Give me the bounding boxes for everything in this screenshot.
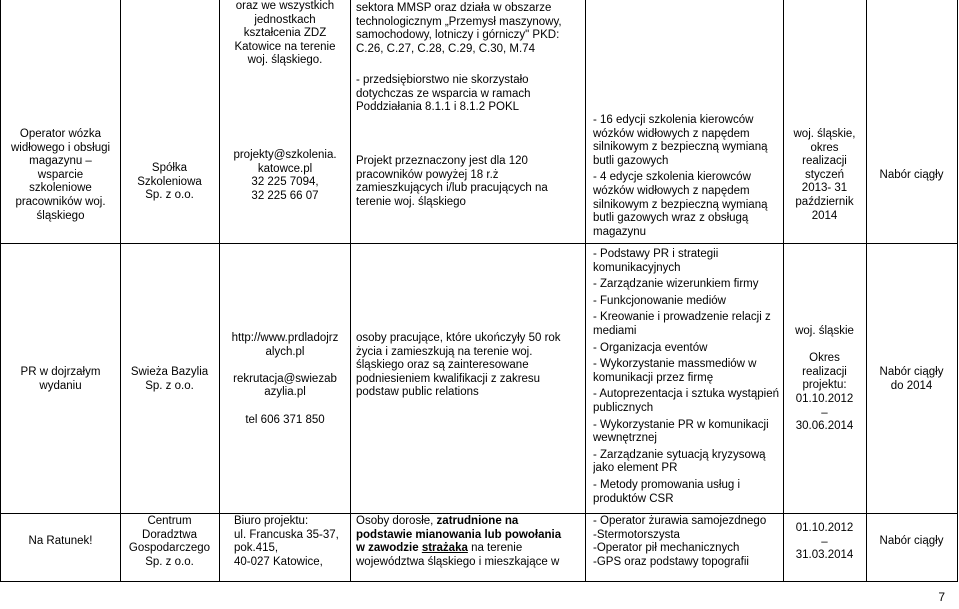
scope-line: - Wykorzystanie PR w komunikacji xyxy=(593,418,769,431)
contact-line: projekty@szkolenia. xyxy=(233,149,337,161)
period-line: 30.06.2014 xyxy=(795,420,854,433)
scope-line: -Operator pił mechanicznych xyxy=(593,542,740,555)
period-line: – xyxy=(821,406,828,419)
contact-cell xyxy=(221,149,349,203)
target-line: zamieszkujących i/lub pracujących na xyxy=(356,182,548,195)
organizer-line: Sp. z o.o. xyxy=(145,555,194,568)
scope-item xyxy=(593,278,783,292)
scope-line: silnikowym z bezpieczną wymianą xyxy=(593,198,768,211)
course-name-cell xyxy=(2,366,119,393)
scope-line: - Funkcjonowanie mediów xyxy=(593,294,726,307)
period-cell xyxy=(784,522,865,563)
contact-line: jednostkach xyxy=(254,13,316,26)
training-scope-cell xyxy=(593,248,783,509)
target-text-bold: zatrudnione na xyxy=(436,515,519,527)
scope-line: komunikacji przez firmę xyxy=(593,371,714,384)
scope-line: - Organizacja eventów xyxy=(593,341,708,354)
period-line: styczeń xyxy=(805,168,844,181)
course-name-line: magazynu – xyxy=(29,155,92,168)
period-line: realizacji xyxy=(802,155,847,168)
course-name-line: Operator wózka xyxy=(19,128,102,140)
scope-item xyxy=(593,342,783,356)
period-line: październik xyxy=(795,195,854,208)
target-line: śląskiego oraz są zainteresowane xyxy=(356,359,529,372)
target-line: Projekt przeznaczony jest dla 120 xyxy=(356,155,528,167)
organizer-line: Szkoleniowa xyxy=(137,175,202,188)
organizer-line: Gospodarczego xyxy=(128,542,211,555)
target-text-underlined: strażaka xyxy=(421,542,468,555)
scope-item xyxy=(593,388,783,415)
table-border xyxy=(120,0,121,582)
course-name-line: PR w dojrzałym xyxy=(20,366,101,378)
target-line: życia i zamieszkują na terenie woj. xyxy=(356,345,533,358)
scope-line: - 16 edycji szkolenia kierowców xyxy=(593,114,754,126)
recruitment-line: Nabór ciągły xyxy=(879,535,944,547)
scope-item xyxy=(593,171,783,239)
recruitment-cell xyxy=(867,535,956,549)
period-line: woj. śląskie xyxy=(795,325,854,337)
period-line: woj. śląskie, xyxy=(793,128,856,140)
target-text: Osoby dorosłe, xyxy=(356,515,437,527)
contact-line: alych.pl xyxy=(265,345,305,358)
recruitment-line: Nabór ciągły xyxy=(879,366,944,378)
scope-line: - 4 edycje szkolenia kierowców xyxy=(593,171,751,184)
scope-line: butli gazowych wraz z obsługą xyxy=(593,212,749,225)
scope-line: wewnętrznej xyxy=(593,432,657,445)
target-line: podstaw public relations xyxy=(356,386,479,399)
course-name-line: wydaniu xyxy=(39,379,82,392)
recruitment-line: Nabór ciągły xyxy=(879,169,944,181)
contact-line: Biuro projektu: xyxy=(234,515,309,527)
target-line: podniesieniem kwalifikacji z zakresu xyxy=(356,372,541,385)
target-line: sektora MMŚP oraz działa w obszarze xyxy=(356,2,552,14)
table-border xyxy=(957,0,958,582)
organizer-line: Sp. z o.o. xyxy=(145,189,194,202)
scope-item xyxy=(593,358,783,385)
period-line: 2014 xyxy=(811,209,838,222)
scope-item xyxy=(593,449,783,476)
target-line: terenie woj. śląskiego xyxy=(356,195,466,208)
scope-line: produktów CSR xyxy=(593,492,674,505)
scope-line: wózków widłowych z napędem xyxy=(593,184,750,197)
course-name-line: widłowego i obsługi xyxy=(10,141,111,154)
contact-cell xyxy=(221,0,349,68)
target-group-cell xyxy=(356,155,584,209)
target-line: technologicznym „Przemysł maszynowy, xyxy=(356,15,562,28)
table-border xyxy=(783,0,784,582)
organizer-cell xyxy=(121,366,218,393)
period-cell xyxy=(784,325,865,434)
scope-item xyxy=(593,311,783,338)
recruitment-line: do 2014 xyxy=(890,379,933,392)
period-line xyxy=(784,339,865,353)
scope-line: wózków widłowych z napędem xyxy=(593,127,750,140)
table-border xyxy=(0,0,1,582)
table-border xyxy=(0,513,958,514)
course-name-line: śląskiego xyxy=(36,209,85,222)
target-group-cell xyxy=(356,332,584,400)
target-group-cell xyxy=(356,515,584,569)
target-text: województwa śląskiego i mieszkające w xyxy=(356,555,560,568)
scope-line: - Operator żurawia samojezdnego xyxy=(593,515,767,527)
period-line: okres xyxy=(810,141,839,154)
contact-line xyxy=(221,359,349,373)
scope-line: jako element PR xyxy=(593,462,678,475)
contact-line: kształcenia ZDZ xyxy=(243,27,327,40)
contact-line: pok.415, xyxy=(234,542,279,555)
recruitment-cell xyxy=(867,169,956,183)
scope-line: mediami xyxy=(593,324,637,337)
contact-line: 32 225 66 07 xyxy=(251,189,319,202)
scope-item xyxy=(593,248,783,275)
course-name-cell xyxy=(2,128,119,223)
scope-line: magazynu xyxy=(593,225,647,238)
scope-item xyxy=(593,295,783,309)
contact-line xyxy=(221,400,349,414)
scope-item xyxy=(593,479,783,506)
table-border xyxy=(585,0,586,582)
organizer-line: Świeża Bazylia xyxy=(130,366,209,378)
period-cell xyxy=(784,128,865,223)
scope-line: komunikacyjnych xyxy=(593,261,681,274)
target-line: osoby pracujące, które ukończyły 50 rok xyxy=(356,332,561,344)
organizer-line: Spółka xyxy=(151,162,188,174)
target-line: Poddziałania 8.1.1 i 8.1.2 POKL xyxy=(356,101,520,114)
period-line: Okres xyxy=(809,352,840,365)
table-border xyxy=(219,0,220,582)
contact-line: Katowice na terenie xyxy=(234,40,336,53)
organizer-line: Doradztwa xyxy=(142,528,197,541)
contact-line: 40-027 Katowice, xyxy=(234,555,323,568)
organizer-line: Sp. z o.o. xyxy=(145,379,194,392)
contact-line: azylia.pl xyxy=(264,386,306,399)
period-line: – xyxy=(821,535,828,548)
target-group-cell xyxy=(356,74,584,115)
contact-line: oraz we wszystkich xyxy=(235,0,335,12)
scope-line: - Zarządzanie sytuacją kryzysową xyxy=(593,448,766,461)
contact-line: woj. śląskiego. xyxy=(247,54,323,67)
scope-line: - Kreowanie i prowadzenie relacji z xyxy=(593,311,771,324)
target-line: pracowników powyżej 18 r.ż xyxy=(356,168,499,181)
course-name-cell xyxy=(2,535,119,549)
period-line: 31.03.2014 xyxy=(795,549,854,562)
target-line: dotychczas ze wsparcia w ramach xyxy=(356,87,531,100)
contact-line: 32 225 7094, xyxy=(251,176,319,189)
contact-line: katowce.pl xyxy=(257,162,313,175)
course-name-line: pracowników woj. xyxy=(15,195,106,208)
target-line: - przedsiębiorstwo nie skorzystało xyxy=(356,74,529,86)
period-line: 2013- 31 xyxy=(801,182,848,195)
contact-cell xyxy=(234,515,349,569)
scope-line: publicznych xyxy=(593,401,654,414)
period-line: realizacji xyxy=(802,365,847,378)
page-number: 7 xyxy=(938,590,945,604)
target-text-bold: w zawodzie xyxy=(356,542,422,555)
period-line: 01.10.2012 xyxy=(795,392,854,405)
target-text: na terenie xyxy=(467,542,523,555)
contact-line: http://www.prdladojrz xyxy=(231,332,339,344)
scope-item xyxy=(593,114,783,168)
course-name-line: wsparcie xyxy=(37,168,84,181)
scope-item xyxy=(593,419,783,446)
table-border xyxy=(0,243,958,244)
period-line: projektu: xyxy=(802,379,847,392)
organizer-cell xyxy=(121,162,218,203)
scope-line: - Wykorzystanie massmediów w xyxy=(593,358,757,371)
training-scope-cell xyxy=(593,114,783,242)
table-border xyxy=(0,581,958,582)
scope-line: - Podstawy PR i strategii xyxy=(593,248,719,260)
scope-line: - Metody promowania usług i xyxy=(593,478,741,491)
period-line: 01.10.2012 xyxy=(795,522,854,534)
scope-line: -GPS oraz podstawy topografii xyxy=(593,555,749,568)
target-group-cell xyxy=(356,2,584,56)
course-name-line: szkoleniowe xyxy=(29,182,92,195)
target-line: C.26, C.27, C.28, C.29, C.30, M.74 xyxy=(356,42,535,55)
contact-line: rekrutacja@swiezab xyxy=(233,372,337,385)
organizer-cell xyxy=(121,515,218,569)
scope-line: silnikowym z bezpieczną wymianą xyxy=(593,141,768,154)
contact-cell xyxy=(221,332,349,427)
contact-line: tel 606 371 850 xyxy=(245,413,325,426)
target-line: samochodowy, lotniczy i górniczy" PKD: xyxy=(356,29,560,42)
scope-line: - Zarządzanie wizerunkiem firmy xyxy=(593,278,759,291)
target-text-bold: podstawie mianowania lub powołania xyxy=(356,528,562,541)
contact-line: ul. Francuska 35-37, xyxy=(234,528,339,541)
scope-line: - Autoprezentacja i sztuka wystąpień xyxy=(593,388,780,401)
scope-line: -Stermotorszysta xyxy=(593,528,680,541)
course-name-line: Na Ratunek! xyxy=(28,535,93,547)
table-border xyxy=(866,0,867,582)
training-scope-cell xyxy=(593,515,783,569)
recruitment-cell xyxy=(867,366,956,393)
scope-line: butli gazowych xyxy=(593,154,669,167)
table-border xyxy=(350,0,351,582)
organizer-line: Centrum xyxy=(147,515,192,527)
